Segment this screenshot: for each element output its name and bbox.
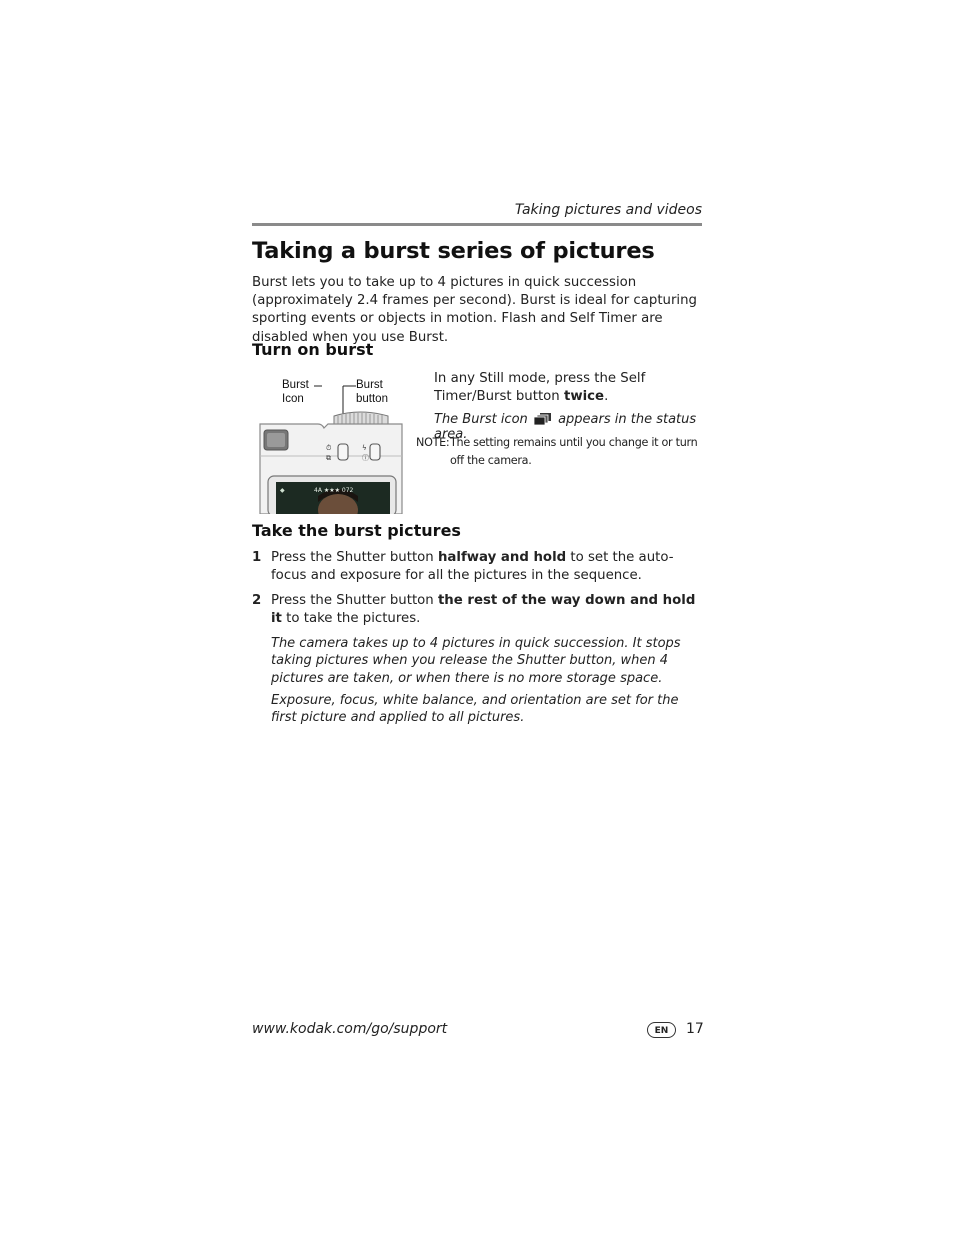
note-label: NOTE: — [416, 436, 450, 449]
callout-line: Burst — [282, 379, 309, 391]
svg-text:⏱: ⏱ — [326, 444, 332, 452]
lcd-status-text: 4A ★★★ 072 — [314, 487, 354, 494]
support-url: www.kodak.com/go/support — [252, 1021, 448, 1037]
svg-text:ϟ: ϟ — [362, 444, 367, 452]
step-text-part: to take the pictures. — [281, 611, 421, 627]
step-emphasis: halfway and hold — [437, 550, 567, 565]
step-result: Exposure, focus, white balance, and orientation are set for the first picture and applied to all pictures. — [271, 693, 679, 726]
header-rule — [252, 223, 702, 226]
svg-text:◆: ◆ — [280, 487, 285, 494]
burst-icon — [534, 413, 552, 425]
step-text-part: Press the Shutter button — [271, 550, 438, 565]
step-number: 2 — [252, 593, 262, 608]
burst-instruction — [434, 370, 702, 406]
step-text-part: Press the Shutter button — [271, 593, 438, 608]
svg-text:ⓘ: ⓘ — [362, 454, 369, 462]
step-emphasis: the rest of the way down and hold it — [271, 593, 696, 627]
page-number: 17 — [686, 1021, 704, 1037]
result-text: The Burst icon — [434, 412, 528, 427]
note-block — [416, 434, 706, 470]
step-number: 1 — [252, 550, 262, 565]
step-text — [271, 549, 704, 585]
section-heading-take-burst: Take the burst pictures — [252, 521, 461, 540]
callout-line: Burst — [356, 379, 383, 391]
note-text: The setting remains until you change it or turn off the camera. — [450, 436, 698, 468]
instruction-emphasis: twice — [563, 389, 605, 405]
intro-paragraph: Burst lets you to take up to 4 pictures in quick succession (approximately 2.4 frames per second). Burst is ideal for capturing sporting events or objects in motion. Flash and Self Timer are disabled when you use Burst. — [252, 275, 697, 345]
step-text-part: to set the auto-focus and exposure for all the pictures in the sequence. — [271, 550, 674, 584]
instruction-text: In any Still mode, press the Self Timer/Burst button — [434, 371, 646, 405]
callout-line: Icon — [282, 393, 304, 405]
step-item — [252, 549, 704, 585]
step-text — [271, 592, 704, 628]
step-result: The camera takes up to 4 pictures in quick succession. It stops taking pictures when you release the Shutter button, when 4 pictures are taken, or when there is no more storage space. — [271, 636, 681, 686]
step-item — [252, 592, 704, 628]
svg-text:⧉: ⧉ — [326, 454, 331, 462]
callout-line: button — [356, 393, 388, 405]
language-badge: EN — [647, 1022, 676, 1038]
result-text-end: appears in the status area. — [434, 412, 697, 442]
instruction-text-end: . — [604, 389, 609, 405]
section-heading-turn-on-burst: Turn on burst — [252, 340, 374, 359]
camera-illustration — [256, 378, 408, 514]
running-head: Taking pictures and videos — [514, 202, 702, 218]
page-title: Taking a burst series of pictures — [252, 238, 655, 264]
